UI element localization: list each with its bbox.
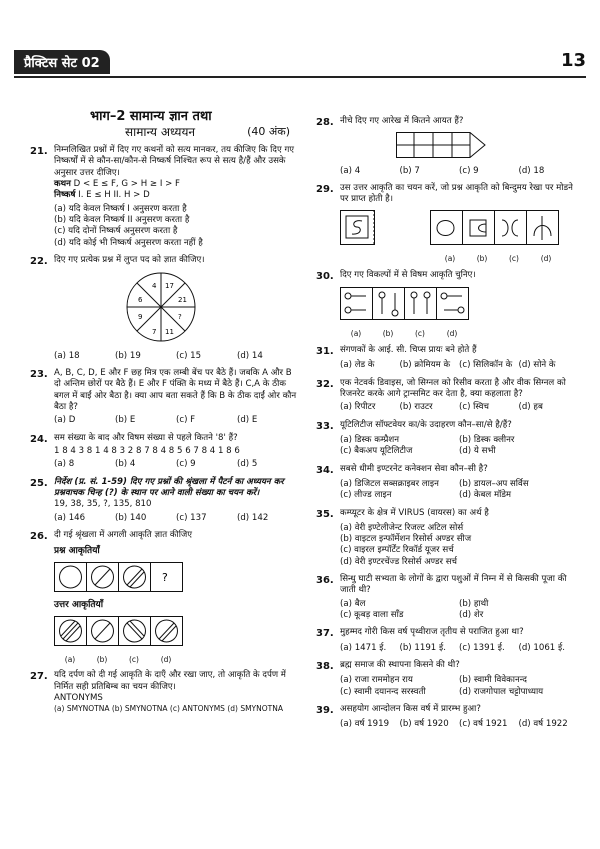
wheel-cell: 11 bbox=[165, 328, 174, 337]
options: (a) यदि केवल निष्कर्ष I अनुसरण करता है (b) यदि केवल निष्कर्ष II अनुसरण करता है (c) यदि दोनों निष्कर्ष अनुसरण करता है (d) यदि कोई भी निष्कर्ष अनुसरण करता नहीं है bbox=[54, 203, 203, 248]
wheel-cell: 21 bbox=[178, 296, 187, 305]
part-subtitle-row bbox=[30, 125, 298, 141]
left-column bbox=[30, 108, 298, 720]
question-38: 38. ब्रह्म समाज की स्थापना किसने की थी? (a) राजा राममोहन राय (b) स्वामी विवेकानन्द (c) स्वामी दयानन्द सरस्वती (d) राजगोपाल चट्टोपाध्याय bbox=[316, 660, 544, 697]
wheel-cell: 17 bbox=[165, 282, 174, 291]
question-39: 39. असहयोग आन्दोलन किस वर्ष में प्रारम्भ हुआ? (a) वर्ष 1919 (b) वर्ष 1920 (c) वर्ष 1921 (d) वर्ष 1922 bbox=[316, 703, 568, 730]
question-36: 36. सिन्धु घाटी सभ्यता के लोगों के द्वारा पशुओं में निम्न में से किसकी पूजा की जाती थी? (a) बैल (b) हाथी (c) कूबड़ वाला साँड (d) शेर bbox=[316, 574, 567, 621]
question-35: 35. कम्प्यूटर के क्षेत्र में VIRUS (वायरस) का अर्थ है (a) वेरी इण्टेलीजेन्ट रिजल्ट अटिल सोर्स (b) वाइटल इन्फॉर्मेशन रिसोर्स अण्डर सीज (c) वाइरल इम्पॉर्टेंट रिकॉर्ड यूजर सर्च (d) वेरी इण्टरचेंज्ड रिसोर्स अण्डर सर्च bbox=[316, 507, 489, 567]
part-marks: (40 अंक) bbox=[247, 125, 290, 139]
question-29: 29. उस उत्तर आकृति का चयन करें, जो प्रश्न आकृति को बिन्दुमय रेखा पर मोडने पर प्राप्त होती है। (a) (b) (c) (d) bbox=[316, 182, 573, 263]
question-mark: ? bbox=[162, 570, 168, 584]
set-title: प्रैक्टिस सेट 02 bbox=[14, 50, 110, 74]
question-21: 21. निम्नलिखित प्रश्नों में दिए गए कथनों को सत्य मानकर, तय कीजिए कि दिए गए निष्कर्षों में से कौन-सा/कौन-से निष्कर्ष निश्चित रूप से सत्य है/हैं और उसके अनुसार उत्तर दीजिए। कथन D < E ≤ F, G > H ≥ I > F निष्कर्ष I. E ≤ H II. H > D (a) यदि केवल निष्कर्ष I अनुसरण करता है (b) यदि केवल निष्कर्ष II अनुसरण करता है (c) यदि दोनों निष्कर्ष अनुसरण करता है (d) यदि कोई भी निष्कर्ष अनुसरण करता नहीं है bbox=[30, 145, 298, 249]
part-subtitle: सामान्य अध्ययन bbox=[125, 125, 196, 140]
answer-figures bbox=[30, 616, 298, 650]
question-31: 31. संगणकों के आई. सी. चिप्स प्रायः बने होते हैं (a) लेड के (b) क्रोमियम के (c) सिलिकॉन के (d) सोने के bbox=[316, 345, 556, 371]
question-24: 24. सम संख्या के बाद और विषम संख्या से पहले कितने '8' हैं? 1 8 4 3 8 1 4 8 3 2 8 7 8 4 8 5 6 7 8 4 1 8 6 (a) 8 (b) 4 (c) 9 (d) 5 bbox=[30, 432, 258, 470]
number-wheel bbox=[125, 271, 197, 343]
question-32: 32. एक नेटवर्क डिवाइस, जो सिग्नल को रिसीव करता है और वीक सिग्नल को रिजनरेट करके आगे ट्रान्समिट कर देता है, क्या कहलाता है? (a) रिपीटर (b) राउटर (c) स्विच (d) हब bbox=[316, 377, 566, 413]
wheel-cell: 7 bbox=[152, 328, 157, 337]
question-27: 27. यदि दर्पण को दी गई आकृति के दाएँ और रखा जाए, तो आकृति के दर्पण में निर्मित सही प्रतिबिम्ब का चयन कीजिए। ANTONYMS (a) SMYNOTNA (b) SMYNOTNA (c) ANTONYMS (d) SMYNOTNA bbox=[30, 670, 286, 714]
problem-figures bbox=[30, 562, 298, 596]
part-title: भाग–2 सामान्य ज्ञान तथा bbox=[90, 109, 212, 124]
question-33: 33. यूटिलिटीज सॉफ्टवेयर का/के उदाहरण कौन–सा/से है/हैं? (a) डिस्क कम्प्रैशन (b) डिस्क क्लीनर (c) बैकअप यूटिलिटीज (d) ये सभी bbox=[316, 419, 515, 457]
question-26: 26. दी गई श्रृंखला में अगली आकृति ज्ञात कीजिए प्रश्न आकृतियाँ ? उत्तर आकृतियाँ (a) (b) (c) (d) bbox=[30, 530, 298, 665]
odd-one-figures bbox=[340, 287, 470, 321]
wheel-cell: 9 bbox=[138, 313, 143, 322]
folding-figures bbox=[340, 210, 570, 246]
wheel-cell: ? bbox=[178, 313, 182, 322]
page-number: 13 bbox=[560, 50, 586, 71]
wheel-cell: 4 bbox=[152, 282, 157, 291]
rectangle-diagram bbox=[396, 132, 486, 158]
question-30: 30. दिए गए विकल्पों में से विषम आकृति चुनिए। (a) (b) (c) (d) bbox=[316, 269, 476, 339]
question-25: 25. निर्देश (प्र. सं. 1-59) दिए गए प्रश्नों की श्रृंखला में पैटर्न का अध्ययन कर प्रश्नवाचक चिन्ह (?) के स्थान पर आने वाली संख्या का चयन करें। 19, 38, 35, ?, 135, 810 (a) 146 (b) 140 (c) 137 (d) 142 bbox=[30, 476, 284, 523]
question-28: 28. नीचे दिए गए आरेख में कितने आयत हैं? (a) 4 (b) 7 (c) 9 (d) 18 bbox=[316, 116, 545, 176]
wheel-cell: 6 bbox=[138, 296, 143, 305]
question-23: 23. A, B, C, D, E और F छह मित्र एक लम्बी बेंच पर बैठे हैं। जबकि A और B दो अन्तिम छोरों पर बैठे हैं। E और F पंक्ति के मध्य में बैठे हैं। C,A के ठीक बगल में बाईं ओर बैठा है। क्या आप बता सकते हैं कि B के ठीक दाईं ओर कौन बैठा है? (a) D (b) E (c) F (d) E bbox=[30, 367, 297, 426]
question-37: 37. मुहम्मद गोरी किस वर्ष पृथ्वीराज तृतीय से पराजित हुआ था? (a) 1471 ई. (b) 1191 ई. (c) 1391 ई. (d) 1061 ई. bbox=[316, 627, 565, 653]
question-34: 34. सबसे धीमी इण्टरनेट कनेक्शन सेवा कौन–सी है? (a) डिजिटल सब्सक्राइबर लाइन (b) डायल–अप सर्विस (c) लीज्ड लाइन (d) केबल मॉडेम bbox=[316, 463, 529, 501]
question-22: 22. दिए गए प्रत्येक प्रश्न में लुप्त पद को ज्ञात कीजिए। 4 17 21 ? 11 7 9 6 (a) 18 (b) 19 (c) 15 (d) 14 bbox=[30, 255, 263, 361]
right-column bbox=[316, 116, 578, 736]
page-header bbox=[14, 50, 586, 78]
